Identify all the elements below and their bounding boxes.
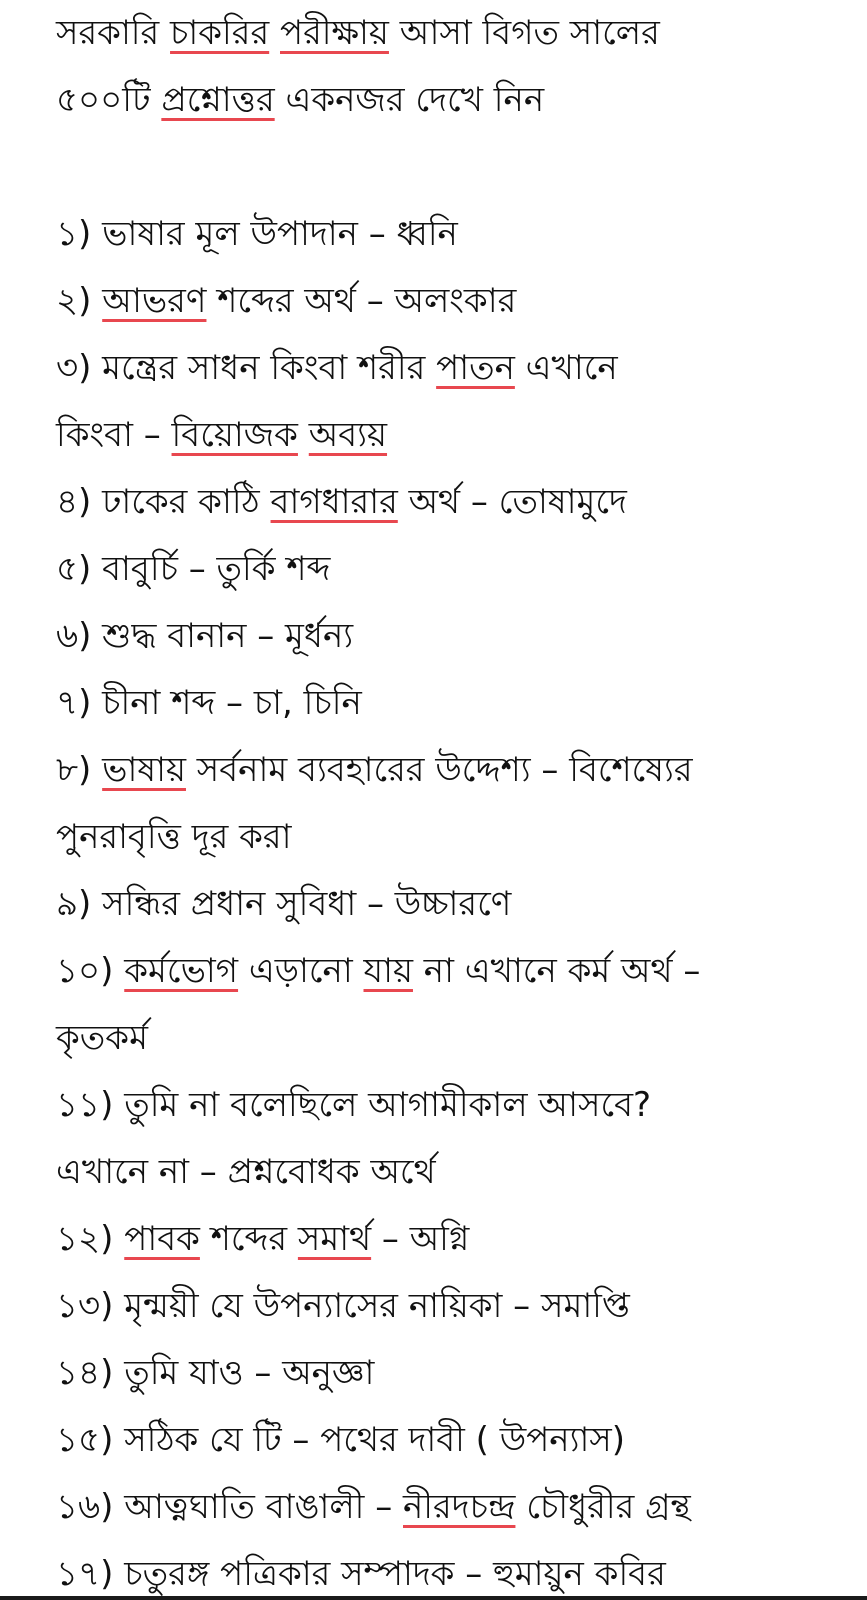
- text-segment: শব্দের: [199, 1219, 298, 1259]
- spellcheck-flagged-word[interactable]: নীরদচন্দ্র: [403, 1487, 516, 1527]
- text-line: [56, 1340, 846, 1407]
- text-segment: কিংবা –: [56, 415, 172, 455]
- text-segment: ২): [56, 281, 103, 321]
- text-segment: এখানে: [514, 348, 618, 388]
- text-segment: ১২): [56, 1219, 125, 1259]
- text-segment: ১৫) সঠিক যে টি – পথের দাবী ( উপন্যাস): [56, 1420, 626, 1460]
- text-line: [56, 1005, 846, 1072]
- document-text: [56, 0, 846, 1600]
- text-line: [56, 1139, 846, 1206]
- text-line: [56, 201, 846, 268]
- spellcheck-flagged-word[interactable]: আভরণ: [102, 281, 207, 321]
- text-segment: ৭) চীনা শব্দ – চা, চিনি: [56, 683, 362, 723]
- spellcheck-flagged-word[interactable]: ভাষায়: [102, 750, 186, 790]
- text-segment: – অগ্নি: [371, 1219, 470, 1259]
- text-segment: ১০): [56, 951, 125, 991]
- text-line: [56, 670, 846, 737]
- text-segment: [298, 415, 309, 455]
- text-segment: এড়ানো: [238, 951, 364, 991]
- text-segment: না এখানে কর্ম অর্থ –: [412, 951, 701, 991]
- text-segment: ১) ভাষার মূল উপাদান – ধ্বনি: [56, 214, 458, 254]
- text-segment: সর্বনাম ব্যবহারের উদ্দেশ্য – বিশেষ্যের: [185, 750, 693, 790]
- text-segment: ৮): [56, 750, 103, 790]
- text-segment: কৃতকর্ম: [56, 1018, 148, 1058]
- text-line: [56, 335, 846, 402]
- text-segment: অর্থ – তোষামুদে: [397, 482, 627, 522]
- text-segment: শব্দের অর্থ – অলংকার: [206, 281, 517, 321]
- spellcheck-flagged-word[interactable]: বাগধারার: [270, 482, 398, 522]
- text-line: [56, 1273, 846, 1340]
- text-line: [56, 268, 846, 335]
- spellcheck-flagged-word[interactable]: পাতন: [436, 348, 515, 388]
- spellcheck-flagged-word[interactable]: সমার্থ: [297, 1219, 372, 1259]
- screen-bottom-edge: [0, 1596, 867, 1600]
- text-segment: ১৬) আত্নঘাতি বাঙালী –: [56, 1487, 403, 1527]
- spellcheck-flagged-word[interactable]: পাবক: [124, 1219, 200, 1259]
- text-segment: ১৭) চতুরঙ্গ পত্রিকার সম্পাদক – হুমায়ুন কবির: [56, 1554, 666, 1594]
- text-segment: আসা বিগত সালের: [388, 13, 660, 53]
- text-segment: ১৩) মৃন্ময়ী যে উপন্যাসের নায়িকা – সমাপ্তি: [56, 1286, 630, 1326]
- spellcheck-flagged-word[interactable]: যায়: [363, 951, 413, 991]
- text-line: [56, 536, 846, 603]
- text-segment: ৪) ঢাকের কাঠি: [56, 482, 271, 522]
- spellcheck-flagged-word[interactable]: চাকরির: [170, 13, 270, 53]
- text-line: [56, 938, 846, 1005]
- text-segment: ১১) তুমি না বলেছিলে আগামীকাল আসবে?: [56, 1085, 652, 1125]
- spellcheck-flagged-word[interactable]: প্রশ্নোত্তর: [161, 80, 275, 120]
- text-line: [56, 603, 846, 670]
- text-line: [56, 402, 846, 469]
- spellcheck-flagged-word[interactable]: পরীক্ষায়: [280, 13, 389, 53]
- text-segment: ৯) সন্ধির প্রধান সুবিধা – উচ্চারণে: [56, 884, 512, 924]
- text-segment: ৬) শুদ্ধ বানান – মূর্ধন্য: [56, 616, 354, 656]
- text-line: [56, 871, 846, 938]
- text-line: [56, 1541, 846, 1600]
- text-line: [56, 1072, 846, 1139]
- text-segment: ৫) বাবুর্চি – তুর্কি শব্দ: [56, 549, 331, 589]
- text-segment: পুনরাবৃত্তি দূর করা: [56, 817, 292, 857]
- spellcheck-flagged-word[interactable]: অব্যয়: [308, 415, 388, 455]
- text-segment: এখানে না – প্রশ্নবোধক অর্থে: [56, 1152, 436, 1192]
- text-line: [56, 1206, 846, 1273]
- text-segment: [269, 13, 280, 53]
- text-line: [56, 67, 846, 134]
- text-segment: সরকারি: [56, 13, 171, 53]
- blank-line: [56, 134, 846, 201]
- text-segment: ১৪) তুমি যাও – অনুজ্ঞা: [56, 1353, 375, 1393]
- text-segment: ৫০০টি: [56, 80, 162, 120]
- text-segment: চৌধুরীর গ্রন্থ: [515, 1487, 691, 1527]
- spellcheck-flagged-word[interactable]: কর্মভোগ: [124, 951, 239, 991]
- spellcheck-flagged-word[interactable]: বিয়োজক: [171, 415, 298, 455]
- text-line: [56, 1407, 846, 1474]
- text-line: [56, 737, 846, 804]
- text-line: [56, 0, 846, 67]
- text-line: [56, 1474, 846, 1541]
- text-segment: ৩) মন্ত্রের সাধন কিংবা শরীর: [56, 348, 437, 388]
- text-segment: একনজর দেখে নিন: [274, 80, 545, 120]
- text-line: [56, 804, 846, 871]
- text-line: [56, 469, 846, 536]
